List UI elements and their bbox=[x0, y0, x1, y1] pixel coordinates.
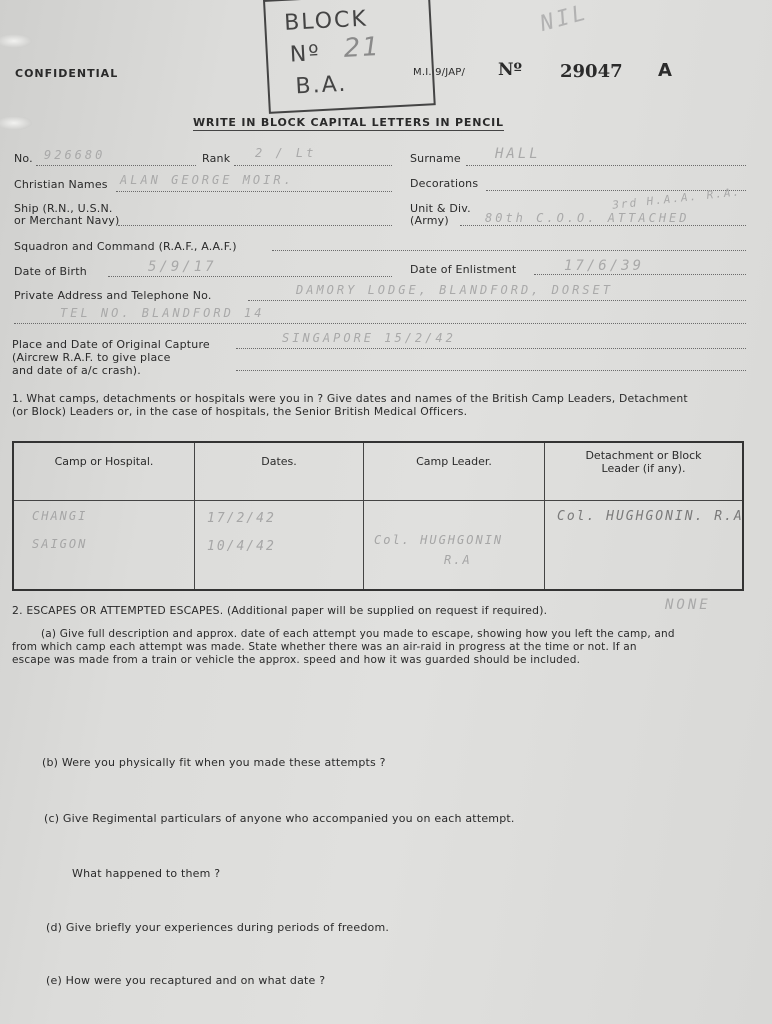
question-2e: (e) How were you recaptured and on what date ? bbox=[46, 974, 326, 987]
col-camp-header: Camp or Hospital. bbox=[13, 442, 195, 501]
confidential-label: CONFIDENTIAL bbox=[15, 67, 119, 80]
col-camp-leader-header: Camp Leader. bbox=[364, 442, 545, 501]
capture-value: SINGAPORE 15/2/42 bbox=[282, 331, 456, 345]
address-value-2: TEL NO. BLANDFORD 14 bbox=[60, 306, 265, 320]
camp-cell bbox=[13, 501, 195, 591]
surname-label: Surname bbox=[410, 152, 461, 165]
camp-leader-unit: R.A bbox=[444, 553, 472, 567]
instruction-heading: WRITE IN BLOCK CAPITAL LETTERS IN PENCIL bbox=[193, 116, 504, 129]
block-stamp bbox=[263, 0, 436, 114]
stamp-ba-text: B.A. bbox=[294, 71, 348, 100]
block-leader-header-line1: Detachment or Block bbox=[585, 449, 702, 462]
question-2c: (c) Give Regimental particulars of anyone who accompanied you on each attempt. bbox=[44, 812, 515, 825]
rank-value: 2 / Lt bbox=[255, 146, 317, 160]
camps-table bbox=[12, 441, 744, 591]
dob-label: Date of Birth bbox=[14, 265, 87, 278]
rank-line bbox=[234, 165, 392, 166]
col-block-leader-header bbox=[545, 442, 744, 501]
question-2-heading: 2. ESCAPES OR ATTEMPTED ESCAPES. (Additional paper will be supplied on request if required). bbox=[12, 604, 548, 617]
ship-label-2: or Merchant Navy) bbox=[14, 214, 120, 227]
no-value: 926680 bbox=[44, 148, 106, 162]
decorations-label: Decorations bbox=[410, 177, 479, 190]
stamp-block-text: BLOCK bbox=[283, 6, 369, 36]
stamp-number-label: Nº bbox=[289, 41, 322, 68]
punch-hole bbox=[0, 116, 32, 130]
block-leader-header-line2: Leader (if any). bbox=[601, 462, 686, 475]
christian-names-line bbox=[116, 191, 392, 192]
form-reference: M.I. 9/JAP/ bbox=[413, 67, 466, 78]
squadron-label: Squadron and Command (R.A.F., A.A.F.) bbox=[14, 240, 237, 253]
unit-value: 80th C.O.O. ATTACHED bbox=[485, 211, 690, 225]
question-2a-cont-2: escape was made from a train or vehicle the approx. speed and how it was guarded should be included. bbox=[12, 654, 581, 666]
date-2: 10/4/42 bbox=[207, 539, 276, 554]
unit-label-2: (Army) bbox=[410, 214, 449, 227]
dob-line bbox=[108, 276, 392, 277]
enlistment-label: Date of Enlistment bbox=[410, 263, 517, 276]
camp-leader-name: Col. HUGHGONIN bbox=[374, 533, 504, 547]
question-2c-followup: What happened to them ? bbox=[72, 867, 221, 880]
surname-value: HALL bbox=[495, 146, 541, 162]
camp-leader-cell bbox=[364, 501, 545, 591]
question-2-answer: NONE bbox=[665, 597, 711, 613]
christian-names-label: Christian Names bbox=[14, 178, 108, 191]
handwritten-nil: NIL bbox=[537, 0, 592, 37]
squadron-line bbox=[272, 250, 746, 251]
rank-label: Rank bbox=[202, 152, 231, 165]
address-line-2 bbox=[14, 323, 746, 324]
ship-line bbox=[118, 225, 392, 226]
camp-1: CHANGI bbox=[32, 509, 88, 523]
enlistment-value: 17/6/39 bbox=[564, 258, 645, 274]
address-line bbox=[248, 300, 746, 301]
enlistment-line bbox=[534, 274, 746, 275]
question-2a-cont: from which camp each attempt was made. State whether there was an air-raid in progress at the time or not. If an bbox=[12, 641, 637, 653]
capture-label-2: (Aircrew R.A.F. to give place bbox=[12, 351, 171, 364]
col-dates-header: Dates. bbox=[195, 442, 364, 501]
question-1-cont: (or Block) Leaders or, in the case of hospitals, the Senior British Medical Officers. bbox=[12, 405, 468, 418]
question-2b: (b) Were you physically fit when you made these attempts ? bbox=[42, 756, 386, 769]
no-label: No. bbox=[14, 152, 33, 165]
block-leader-name: Col. HUGHGONIN. R.A bbox=[557, 509, 744, 524]
ship-label: Ship (R.N., U.S.N. bbox=[14, 202, 113, 215]
form-number: 29047 bbox=[560, 61, 623, 82]
unit-value-top: 3rd H.A.A. R.A. bbox=[611, 185, 742, 212]
christian-names-value: ALAN GEORGE MOIR. bbox=[120, 173, 294, 187]
form-suffix: A bbox=[658, 60, 672, 81]
unit-label: Unit & Div. bbox=[410, 202, 471, 215]
date-1: 17/2/42 bbox=[207, 511, 276, 526]
dates-cell bbox=[195, 501, 364, 591]
address-value: DAMORY LODGE, BLANDFORD, DORSET bbox=[296, 283, 613, 297]
question-1: 1. What camps, detachments or hospitals were you in ? Give dates and names of the British Camp Leaders, Detachment bbox=[12, 392, 688, 405]
capture-line bbox=[236, 348, 746, 349]
address-label: Private Address and Telephone No. bbox=[14, 289, 212, 302]
unit-line bbox=[460, 225, 746, 226]
capture-label-3: and date of a/c crash). bbox=[12, 364, 141, 377]
dob-value: 5/9/17 bbox=[148, 259, 217, 275]
punch-hole bbox=[0, 34, 32, 48]
no-line bbox=[36, 165, 196, 166]
capture-label: Place and Date of Original Capture bbox=[12, 338, 210, 351]
question-2a: (a) Give full description and approx. date of each attempt you made to escape, showing how you left the camp, and bbox=[41, 628, 675, 640]
block-leader-cell bbox=[545, 501, 744, 591]
camp-2: SAIGON bbox=[32, 537, 88, 551]
question-2d: (d) Give briefly your experiences during periods of freedom. bbox=[46, 921, 390, 934]
capture-line-2 bbox=[236, 370, 746, 371]
stamp-number: 21 bbox=[342, 31, 382, 64]
number-label: Nº bbox=[498, 60, 523, 80]
surname-line bbox=[466, 165, 746, 166]
